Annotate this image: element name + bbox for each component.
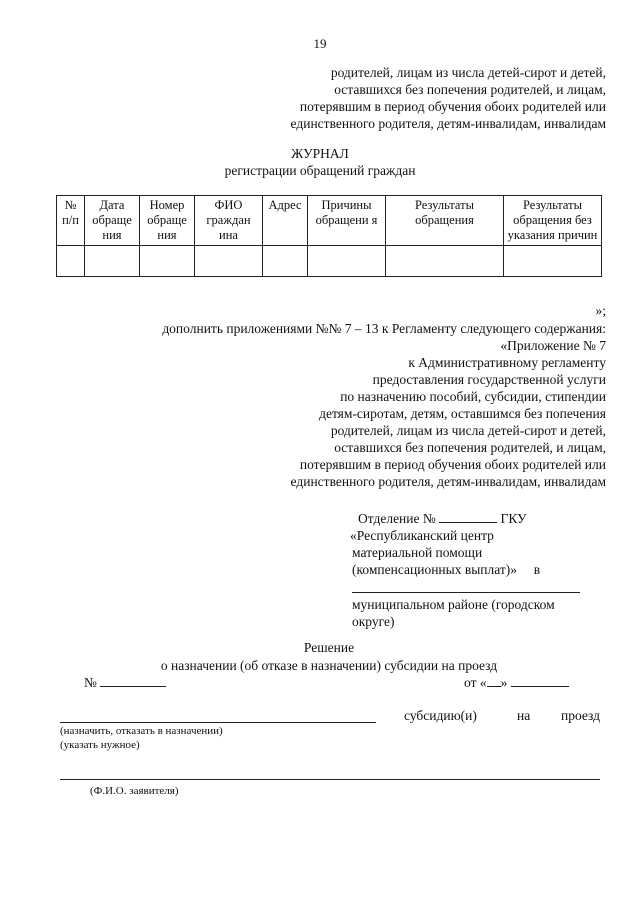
decision-type-blank-line (60, 722, 376, 723)
table-row (57, 246, 602, 277)
table-cell (57, 246, 85, 277)
address-line-7: округе) (352, 614, 395, 629)
header-results-no-reason: Результаты обращения без указания причин (504, 196, 602, 246)
header-date: Дата обраще ния (85, 196, 140, 246)
appendix-line-4: по назначению пособий, субсидии, стипендии (340, 389, 606, 404)
decision-number-blank (100, 674, 166, 687)
subsidy-word-2: на (517, 708, 531, 723)
address-line-4 (352, 561, 540, 578)
table-cell (140, 246, 195, 277)
appendix-line-1: «Приложение № 7 (500, 338, 606, 353)
note-assign: (назначить, отказать в назначении) (60, 725, 223, 737)
municipality-blank-line (352, 592, 580, 593)
appendix-line-2: к Административному регламенту (408, 355, 606, 370)
decision-date-line (464, 674, 569, 691)
subsidy-word-3: проезд (561, 708, 601, 723)
appendix-line-7: оставшихся без попечения родителей, и лицам, (334, 440, 606, 455)
subsidy-word-1: субсидию(и) (404, 708, 477, 723)
supplement-line: дополнить приложениями №№ 7 – 13 к Регламенту следующего содержания: (162, 321, 606, 336)
decision-number-prefix: № (84, 675, 97, 690)
header-request-number: Номер обраще ния (140, 196, 195, 246)
table-cell (308, 246, 386, 277)
department-number-blank (439, 510, 497, 523)
decision-number-line (84, 674, 166, 691)
header-results: Результаты обращения (386, 196, 504, 246)
decision-day-blank (487, 674, 501, 687)
address-line-4-suffix: в (533, 562, 541, 577)
header-full-name: ФИО граждан ина (195, 196, 263, 246)
decision-title: Решение (303, 640, 355, 655)
appendix-line-3: предоставления государственной услуги (372, 372, 606, 387)
department-prefix: Отделение № (358, 511, 436, 526)
appendix-line-9: единственного родителя, детям-инвалидам, инвалидам (290, 474, 606, 489)
appendix-line-5: детям-сиротам, детям, оставшимся без попечения (319, 406, 606, 421)
top-paragraph-line-4: единственного родителя, детям-инвалидам, инвалидам (290, 116, 606, 131)
journal-header-row (57, 196, 602, 246)
note-specify: (указать нужное) (60, 739, 140, 751)
appendix-line-8: потерявшим в период обучения обоих родителей или (299, 457, 606, 472)
appendix-line-6: родителей, лицам из числа детей-сирот и детей, (330, 423, 606, 438)
closing-quote: »; (595, 303, 606, 318)
department-suffix: ГКУ (500, 511, 527, 526)
header-address: Адрес (263, 196, 308, 246)
decision-month-blank (511, 674, 569, 687)
decision-date-prefix: от « (464, 675, 487, 690)
top-paragraph-line-1: родителей, лицам из числа детей-сирот и детей, (330, 65, 606, 80)
top-paragraph-line-3: потерявшим в период обучения обоих родителей или (299, 99, 606, 114)
applicant-blank-line (60, 779, 600, 780)
address-line-4-text: (компенсационных выплат)» (352, 562, 518, 577)
journal-title: ЖУРНАЛ (291, 146, 349, 161)
table-cell (85, 246, 140, 277)
table-cell (504, 246, 602, 277)
table-cell (195, 246, 263, 277)
department-line (358, 510, 527, 527)
address-line-2: «Республиканский центр (350, 528, 494, 543)
header-reasons: Причины обращени я (308, 196, 386, 246)
journal-subtitle: регистрации обращений граждан (224, 163, 416, 178)
table-cell (386, 246, 504, 277)
journal-table (56, 195, 602, 277)
top-paragraph-line-2: оставшихся без попечения родителей, и лицам, (334, 82, 606, 97)
table-cell (263, 246, 308, 277)
decision-subtitle: о назначении (об отказе в назначении) субсидии на проезд (160, 658, 498, 673)
note-applicant: (Ф.И.О. заявителя) (90, 785, 179, 797)
header-number: № п/п (57, 196, 85, 246)
address-line-6: муниципальном районе (городском (352, 597, 555, 612)
decision-date-mid: » (500, 675, 508, 690)
address-line-3: материальной помощи (352, 545, 483, 560)
page-number: 19 (313, 36, 327, 51)
